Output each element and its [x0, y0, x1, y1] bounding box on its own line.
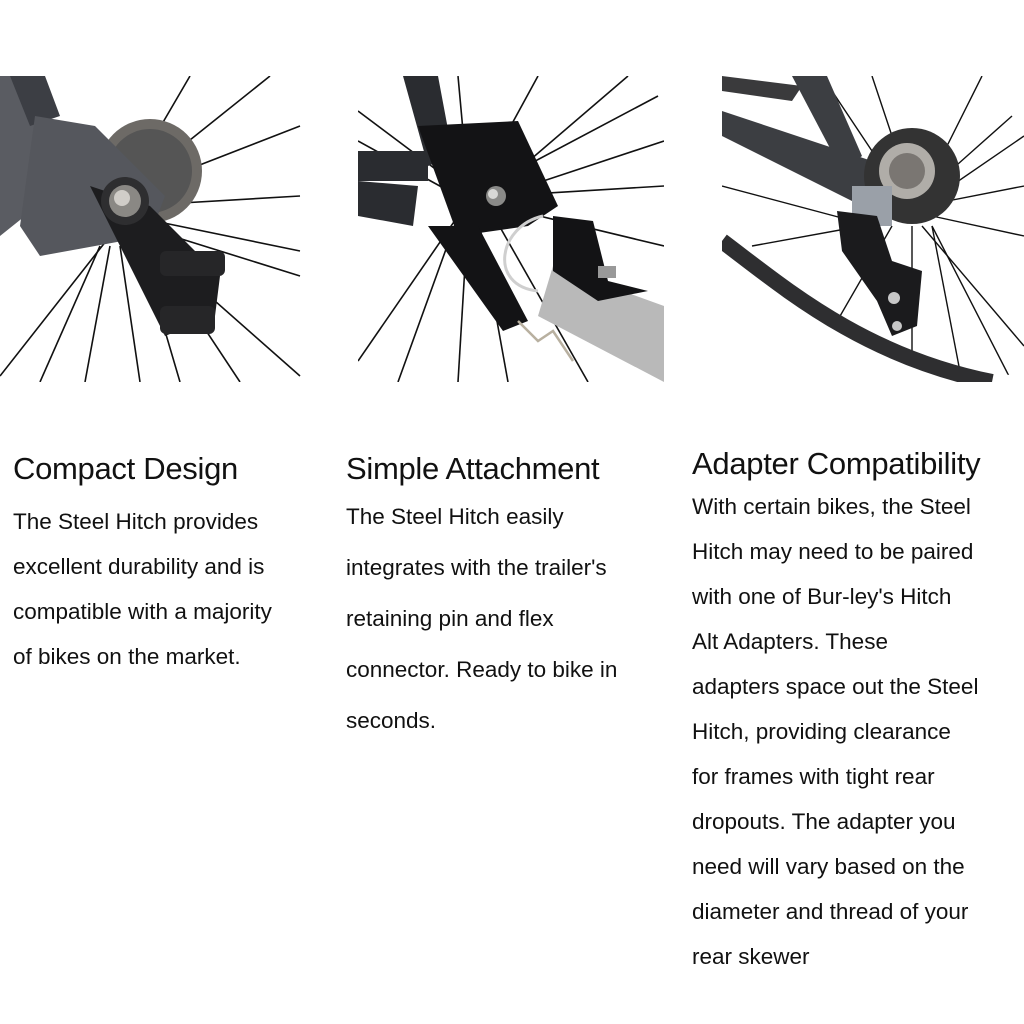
description-line: seconds. [346, 708, 437, 733]
description-line: diameter and thread of your [692, 899, 969, 924]
description-line: Alt Adapters. These [692, 629, 888, 654]
description-line: Hitch may need to be paired [692, 539, 974, 564]
description-line: adapters space out the Steel [692, 674, 979, 699]
description-line: compatible with a majority [13, 599, 272, 624]
description-line: With certain bikes, the Steel [692, 494, 971, 519]
adapter-photo-icon [722, 76, 1024, 382]
description-line: for frames with tight rear [692, 764, 935, 789]
description-line: retaining pin and flex [346, 606, 554, 631]
trailer-connector-photo-icon [358, 76, 664, 382]
description-line: rear skewer [692, 944, 810, 969]
feature-title: Simple Attachment [346, 451, 600, 486]
feature-description [692, 484, 980, 979]
adapter-compatibility-photo [722, 76, 1024, 382]
feature-adapter-compatibility [692, 446, 980, 979]
description-line: connector. Ready to bike in [346, 657, 618, 682]
simple-attachment-photo [358, 76, 664, 382]
description-line: The Steel Hitch provides [13, 509, 259, 534]
description-line: integrates with the trailer's [346, 555, 607, 580]
compact-design-photo [0, 76, 305, 382]
description-line: dropouts. The adapter you [692, 809, 956, 834]
feature-compact-design [13, 451, 272, 679]
description-line: excellent durability and is [13, 554, 265, 579]
feature-simple-attachment [346, 451, 617, 746]
feature-title: Compact Design [13, 451, 238, 486]
description-line: of bikes on the market. [13, 644, 241, 669]
feature-title: Adapter Compatibility [692, 446, 981, 481]
description-line: Hitch, providing clearance [692, 719, 951, 744]
feature-description [13, 499, 272, 679]
bike-hitch-photo-icon [0, 76, 305, 382]
description-line: with one of Bur-ley's Hitch [692, 584, 952, 609]
feature-description [346, 491, 617, 746]
description-line: The Steel Hitch easily [346, 504, 564, 529]
description-line: need will vary based on the [692, 854, 965, 879]
